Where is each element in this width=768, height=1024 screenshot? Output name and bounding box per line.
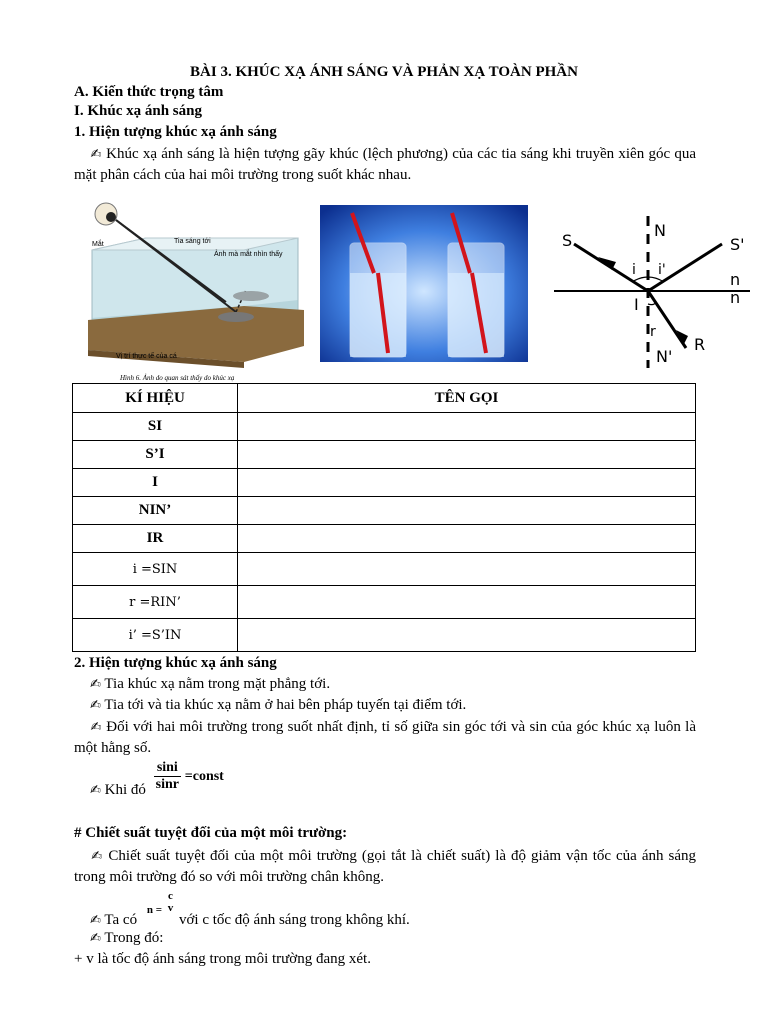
formula-rhs: =const xyxy=(184,768,224,784)
figure-glasses-photo xyxy=(320,205,528,362)
label-eye: Mắt xyxy=(92,241,104,248)
name-cell[interactable] xyxy=(238,497,696,525)
angle-symbol: r =RIN’ xyxy=(129,594,181,610)
label-r: r xyxy=(650,324,656,340)
label-S-prime: S' xyxy=(730,235,745,254)
header-name: TÊN GỌI xyxy=(238,384,696,413)
label-n-bottom: n xyxy=(730,288,741,307)
bullet-text: Đối với hai môi trường trong suốt nhất định, tỉ số giữa sin góc tới và sin của góc khúc xạ luôn là một hằng số. xyxy=(74,719,696,756)
n-formula-lhs: n = xyxy=(146,904,162,917)
symbol-cell: S’I xyxy=(73,441,238,469)
definition-paragraph xyxy=(74,144,696,186)
formula-fraction xyxy=(154,760,181,793)
n-formula-denominator: v xyxy=(167,902,174,914)
angle-symbol: i =SIN xyxy=(132,561,178,577)
table-row xyxy=(73,525,696,553)
bullet-text: Tia tới và tia khúc xạ nằm ở hai bên pháp tuyến tại điểm tới. xyxy=(104,697,467,713)
n-formula-numerator: c xyxy=(168,890,173,902)
label-fish-position: Vị trí thực tế của cá xyxy=(116,353,177,360)
trong-do-line xyxy=(74,930,163,947)
figure-caption: Hình 6. Ảnh do quan sát thấy do khúc xạ xyxy=(120,374,235,382)
name-cell[interactable] xyxy=(238,619,696,652)
trong-do-text: Trong đó: xyxy=(104,930,164,946)
table-row xyxy=(73,553,696,586)
symbol-cell: IR xyxy=(73,525,238,553)
label-N: N xyxy=(654,221,666,240)
label-I: I xyxy=(634,295,639,314)
symbol-cell xyxy=(73,619,238,652)
bullet-item xyxy=(74,697,466,714)
figure-fish-tank xyxy=(86,200,306,386)
lesson-title: BÀI 3. KHÚC XẠ ÁNH SÁNG VÀ PHẢN XẠ TOÀN PHẦN xyxy=(190,64,578,80)
bullet-text: Tia khúc xạ nằm trong mặt phẳng tới. xyxy=(104,676,331,692)
writing-hand-icon: ✍ xyxy=(90,698,101,713)
heading-3: # Chiết suất tuyệt đối của một môi trường: xyxy=(74,825,348,841)
symbol-cell xyxy=(73,553,238,586)
section-a-heading: A. Kiến thức trọng tâm xyxy=(74,84,224,100)
definition-text: Khúc xạ ánh sáng là hiện tượng gãy khúc (lệch phương) của các tia sáng khi truyền xiên góc qua mặt phân cách của hai môi trường trong suốt khác nhau. xyxy=(74,146,696,183)
symbol-cell xyxy=(73,586,238,619)
heading-2: 2. Hiện tượng khúc xạ ánh sáng xyxy=(74,655,277,671)
label-S: S xyxy=(562,231,573,250)
angle-symbol: i’ =S’IN xyxy=(128,627,182,643)
khi-do-text: Khi đó xyxy=(104,781,146,798)
table-row xyxy=(73,441,696,469)
section-i-heading: I. Khúc xạ ánh sáng xyxy=(74,103,202,119)
symbol-cell: NIN’ xyxy=(73,497,238,525)
ta-co-text: Ta có xyxy=(104,912,138,929)
symbol-cell: SI xyxy=(73,413,238,441)
name-cell[interactable] xyxy=(238,469,696,497)
refractive-index-paragraph xyxy=(74,846,696,888)
table-row xyxy=(73,413,696,441)
name-cell[interactable] xyxy=(238,413,696,441)
label-R: R xyxy=(694,335,706,354)
label-n-top: n xyxy=(730,270,741,289)
label-i-prime: i' xyxy=(658,262,666,278)
writing-hand-icon: ✍ xyxy=(90,849,104,864)
v-definition-line: + v là tốc độ ánh sáng trong môi trường đang xét. xyxy=(74,951,371,967)
label-N-prime: N' xyxy=(656,347,673,366)
symbol-table xyxy=(72,383,696,652)
label-apparent-image: Ảnh mà mắt nhìn thấy xyxy=(214,251,283,258)
table-row xyxy=(73,586,696,619)
formula-denominator: sinr xyxy=(155,777,179,792)
ta-co-rest: với c tốc độ ánh sáng trong không khí. xyxy=(178,912,410,929)
name-cell[interactable] xyxy=(238,553,696,586)
writing-hand-icon: ✍ xyxy=(90,147,102,162)
table-row xyxy=(73,619,696,652)
writing-hand-icon: ✍ xyxy=(90,782,101,798)
bullet-item xyxy=(74,676,330,693)
table-header-row xyxy=(73,384,696,413)
figure-refraction-diagram xyxy=(552,212,752,372)
label-i: i xyxy=(632,262,636,278)
refractive-index-text: Chiết suất tuyệt đối của một môi trường (gọi tắt là chiết suất) là độ giảm vận tốc của ánh sáng trong môi trường đó so với môi trường chân không. xyxy=(74,848,696,885)
label-incident-ray: Tia sáng tới xyxy=(174,238,211,245)
refraction-ray-diagram xyxy=(552,212,752,372)
bullet-item xyxy=(74,717,696,759)
name-cell[interactable] xyxy=(238,441,696,469)
fish-tank-illustration xyxy=(86,200,306,386)
table-row xyxy=(73,497,696,525)
writing-hand-icon: ✍ xyxy=(90,913,101,929)
writing-hand-icon: ✍ xyxy=(90,720,102,735)
snell-law-formula xyxy=(74,760,224,798)
glasses-with-straws-photo xyxy=(320,205,528,362)
heading-1: 1. Hiện tượng khúc xạ ánh sáng xyxy=(74,124,277,140)
header-symbol: KÍ HIỆU xyxy=(73,384,238,413)
name-cell[interactable] xyxy=(238,525,696,553)
writing-hand-icon: ✍ xyxy=(90,931,101,946)
symbol-cell: I xyxy=(73,469,238,497)
table-row xyxy=(73,469,696,497)
n-formula-fraction xyxy=(166,890,176,914)
name-cell[interactable] xyxy=(238,586,696,619)
n-formula-line xyxy=(74,890,410,929)
writing-hand-icon: ✍ xyxy=(90,677,101,692)
formula-numerator: sini xyxy=(154,760,181,777)
